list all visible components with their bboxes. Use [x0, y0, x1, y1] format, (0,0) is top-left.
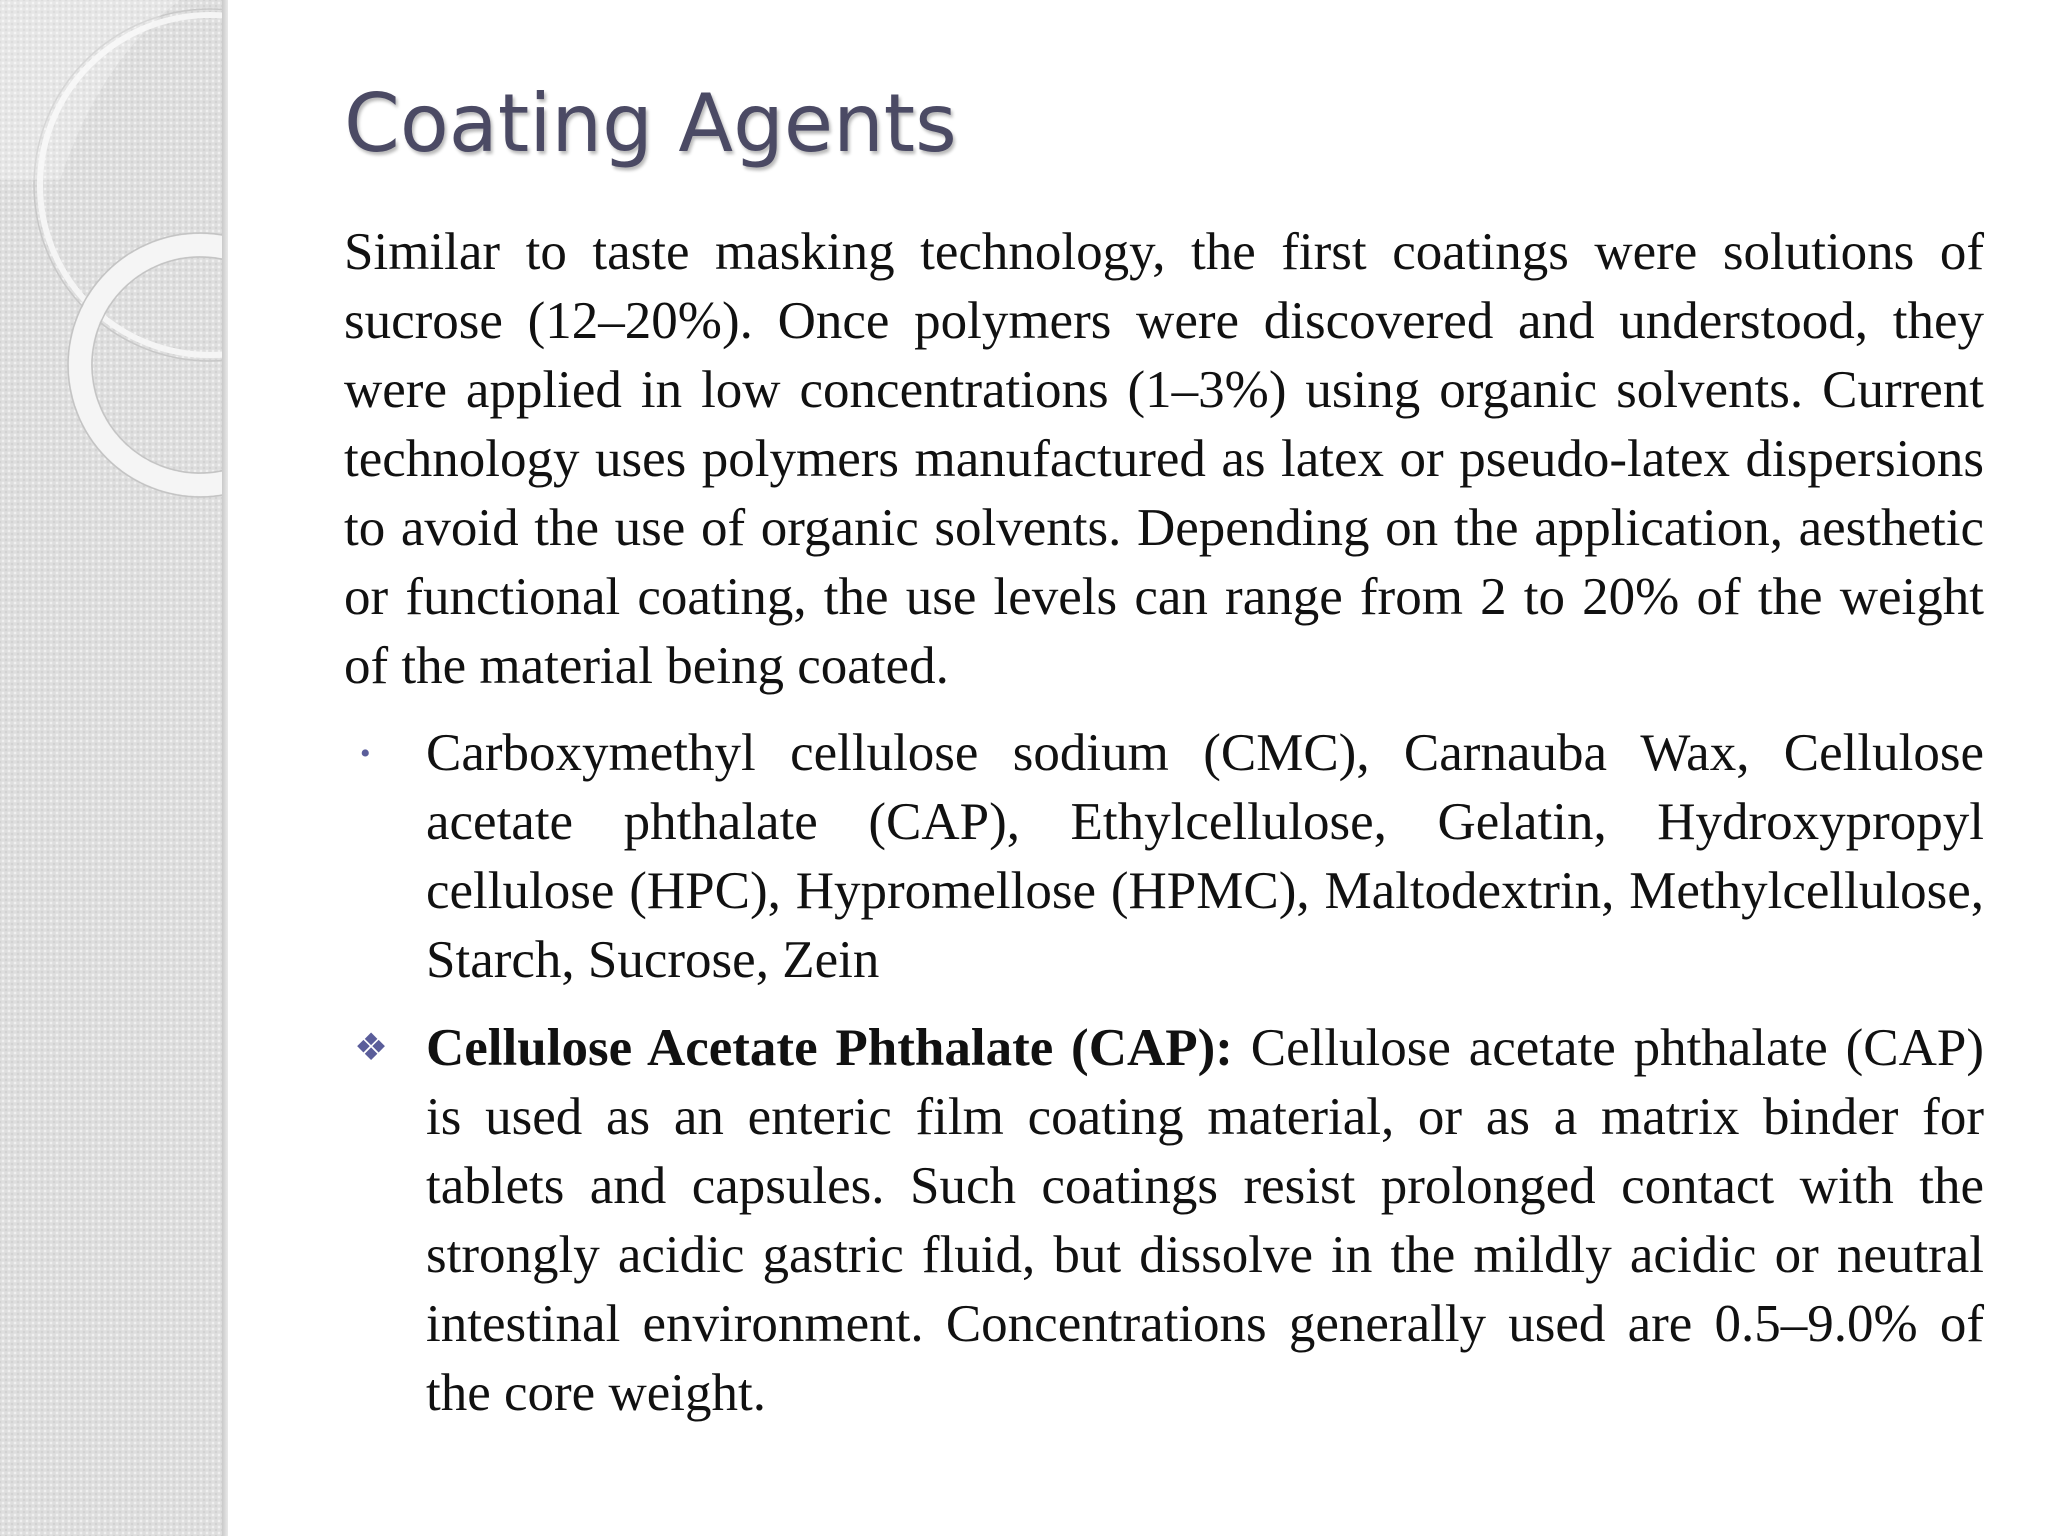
list-item-coating-agents [344, 719, 1984, 995]
bullet-dot-icon: • [360, 737, 371, 770]
bullet-heading: Cellulose Acetate Phthalate (CAP): [426, 1019, 1233, 1077]
bullet-text: Carboxymethyl cellulose sodium (CMC), Carnauba Wax, Cellulose acetate phthalate (CAP), Ethylcellulose, Gelatin, Hydroxypropyl cellulose (HPC), Hypromellose (HPMC), Maltodextrin, Methylcellulose, Starch, Sucrose, Zein [426, 724, 1984, 989]
bullet-diamond-icon: ❖ [354, 1027, 389, 1069]
decorative-rings-graphic [0, 0, 228, 1536]
slide-content [344, 218, 1984, 1447]
side-panel-edge [222, 0, 228, 1536]
bullet-text: Cellulose acetate phthalate (CAP) is used as an enteric film coating material, or as a matrix binder for tablets and capsules. Such coatings resist prolonged contact with the strongly acidic gastric fluid, but dissolve in the mildly acidic or neutral intestinal environment. Concentrations generally used are 0.5–9.0% of the core weight. [426, 1019, 1984, 1422]
decorative-side-panel [0, 0, 228, 1536]
bullet-list [344, 719, 1984, 1428]
list-item-cap [344, 1014, 1984, 1428]
slide-title: Coating Agents [344, 77, 957, 170]
intro-paragraph: Similar to taste masking technology, the first coatings were solutions of sucrose (12–20%). Once polymers were discovered and understood, they were applied in low concentrations (1–3%) using organic solvents. Current technology uses polymers manufactured as latex or pseudo-latex dispersions to avoid the use of organic solvents. Depending on the application, aesthetic or functional coating, the use levels can range from 2 to 20% of the weight of the material being coated. [344, 223, 1984, 695]
